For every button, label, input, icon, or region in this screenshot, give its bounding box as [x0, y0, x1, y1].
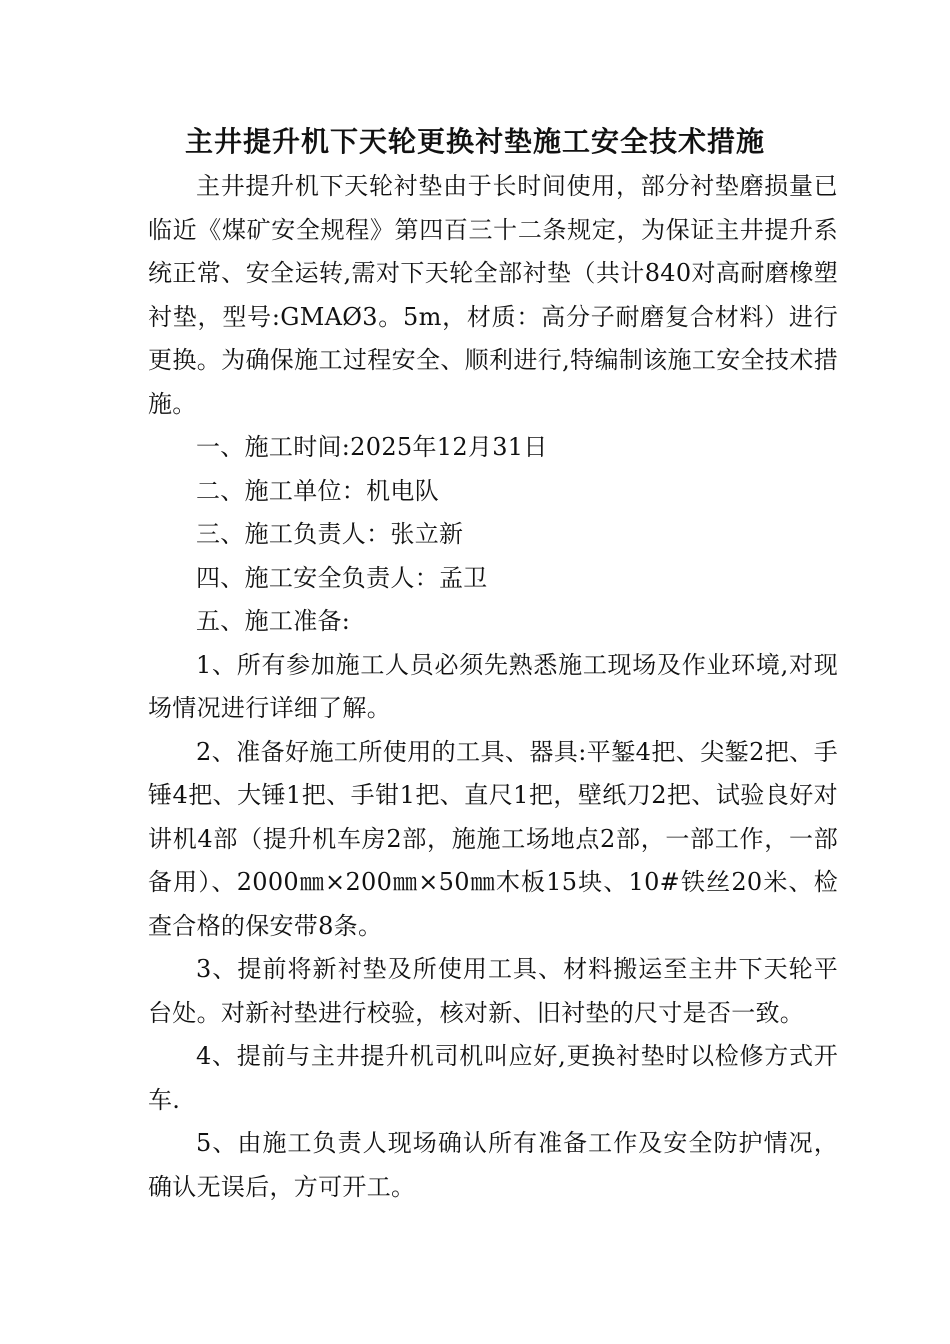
construction-leader: 三、施工负责人：张立新	[196, 520, 464, 548]
safety-leader: 四、施工安全负责人：孟卫	[196, 563, 488, 592]
preparation-item-5: 5、由施工负责人现场确认所有准备工作及安全防护情况，确认无误后，方可开工。	[148, 1129, 838, 1201]
construction-time: 一、施工时间:2025年12月31日	[196, 433, 548, 461]
document-body	[148, 165, 838, 1209]
preparation-heading: 五、施工准备:	[196, 607, 351, 635]
intro-paragraph: 主井提升机下天轮衬垫由于长时间使用，部分衬垫磨损量已临近《煤矿安全规程》第四百三十二条规定，为保证主井提升系统正常、安全运转,需对下天轮全部衬垫（共计840对高耐磨橡塑衬垫，型号:GMAØ3。5m，材质：高分子耐磨复合材料）进行更换。为确保施工过程安全、顺利进行,特编制该施工安全技术措施。	[148, 172, 838, 418]
preparation-item-1: 1、所有参加施工人员必须先熟悉施工现场及作业环境,对现场情况进行详细了解。	[148, 650, 838, 722]
preparation-item-3: 3、提前将新衬垫及所使用工具、材料搬运至主井下天轮平台处。对新衬垫进行校验，核对新、旧衬垫的尺寸是否一致。	[148, 955, 838, 1027]
document-title: 主井提升机下天轮更换衬垫施工安全技术措施	[184, 125, 765, 158]
construction-unit: 二、施工单位：机电队	[196, 476, 439, 505]
preparation-item-2: 2、准备好施工所使用的工具、器具:平錾4把、尖錾2把、手锤4把、大锤1把、手钳1把、直尺1把，壁纸刀2把、试验良好对讲机4部（提升机车房2部，施施工场地点2部，一部工作，一部备用）、2000㎜×200㎜×50㎜木板15块、10#铁丝20米、检查合格的保安带8条。	[148, 737, 838, 940]
preparation-item-4: 4、提前与主井提升机司机叫应好,更换衬垫时以检修方式开车.	[148, 1042, 838, 1114]
